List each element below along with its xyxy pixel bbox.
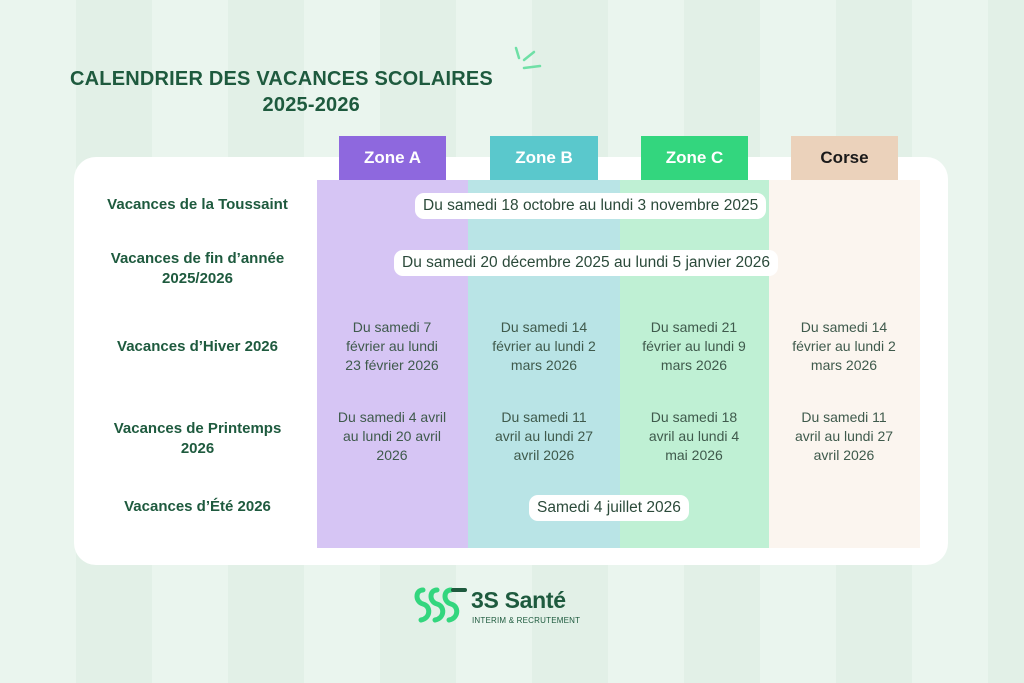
zone-a-header: Zone A — [339, 136, 446, 180]
row-label-fin-annee — [95, 249, 300, 289]
brand-name: 3S Santé — [471, 587, 566, 613]
cell-line: Du samedi 14 — [500, 319, 588, 335]
printemps-zone-c — [624, 408, 764, 465]
toussaint-dates: Du samedi 18 octobre au lundi 3 novembre 2025 — [415, 193, 766, 219]
hiver-zone-a — [322, 318, 462, 375]
cell-line: mars 2026 — [810, 357, 878, 373]
cell-line: avril au lundi 27 — [494, 428, 594, 444]
cell-line: au lundi 20 avril — [342, 428, 442, 444]
fin-annee-dates: Du samedi 20 décembre 2025 au lundi 5 janvier 2026 — [394, 250, 778, 276]
cell-line: mars 2026 — [660, 357, 728, 373]
row-label-toussaint: Vacances de la Toussaint — [107, 196, 288, 213]
cell-line: Du samedi 14 — [800, 319, 888, 335]
cell-line: 23 février 2026 — [345, 357, 439, 373]
cell-line: février au lundi 9 — [642, 338, 746, 354]
cell-line: Du samedi 21 — [650, 319, 738, 335]
cell-line: Du samedi 7 — [352, 319, 432, 335]
row-label-fin-annee-line-1: Vacances de fin d’année — [110, 250, 285, 267]
printemps-corse — [774, 408, 914, 465]
cell-line: février au lundi — [346, 338, 438, 354]
corse-header: Corse — [791, 136, 898, 180]
cell-line: avril au lundi 27 — [794, 428, 894, 444]
cell-line: mars 2026 — [510, 357, 578, 373]
hiver-zone-b — [474, 318, 614, 375]
sparkle-icon — [510, 44, 550, 80]
title-line-1: CALENDRIER DES VACANCES SCOLAIRES — [70, 68, 493, 90]
cell-line: avril au lundi 4 — [648, 428, 740, 444]
cell-line: février au lundi 2 — [792, 338, 896, 354]
cell-line: avril 2026 — [813, 447, 875, 463]
row-label-printemps — [95, 419, 300, 459]
cell-line: Du samedi 11 — [801, 409, 887, 425]
printemps-zone-a — [322, 408, 462, 465]
3s-logo-icon — [413, 586, 469, 626]
cell-line: mai 2026 — [665, 447, 723, 463]
title-line-2: 2025-2026 — [262, 94, 360, 116]
cell-line: Du samedi 18 — [650, 409, 738, 425]
printemps-zone-b — [474, 408, 614, 465]
row-label-hiver: Vacances d’Hiver 2026 — [117, 338, 278, 355]
row-label-ete: Vacances d’Été 2026 — [124, 498, 271, 515]
hiver-corse — [774, 318, 914, 375]
cell-line: avril 2026 — [513, 447, 575, 463]
row-label-printemps-line-1: Vacances de Printemps — [113, 420, 282, 437]
cell-line: Du samedi 4 avril — [337, 409, 447, 425]
brand-tagline: INTERIM & RECRUTEMENT — [472, 616, 581, 625]
row-label-fin-annee-line-2: 2025/2026 — [162, 270, 233, 287]
hiver-zone-c — [624, 318, 764, 375]
cell-line: 2026 — [376, 447, 408, 463]
page-title — [70, 66, 510, 118]
cell-line: Du samedi 11 — [501, 409, 587, 425]
cell-line: février au lundi 2 — [492, 338, 596, 354]
ete-dates: Samedi 4 juillet 2026 — [529, 495, 689, 521]
zone-b-header: Zone B — [490, 136, 598, 180]
zone-c-header: Zone C — [641, 136, 748, 180]
row-label-printemps-line-2: 2026 — [180, 440, 215, 457]
